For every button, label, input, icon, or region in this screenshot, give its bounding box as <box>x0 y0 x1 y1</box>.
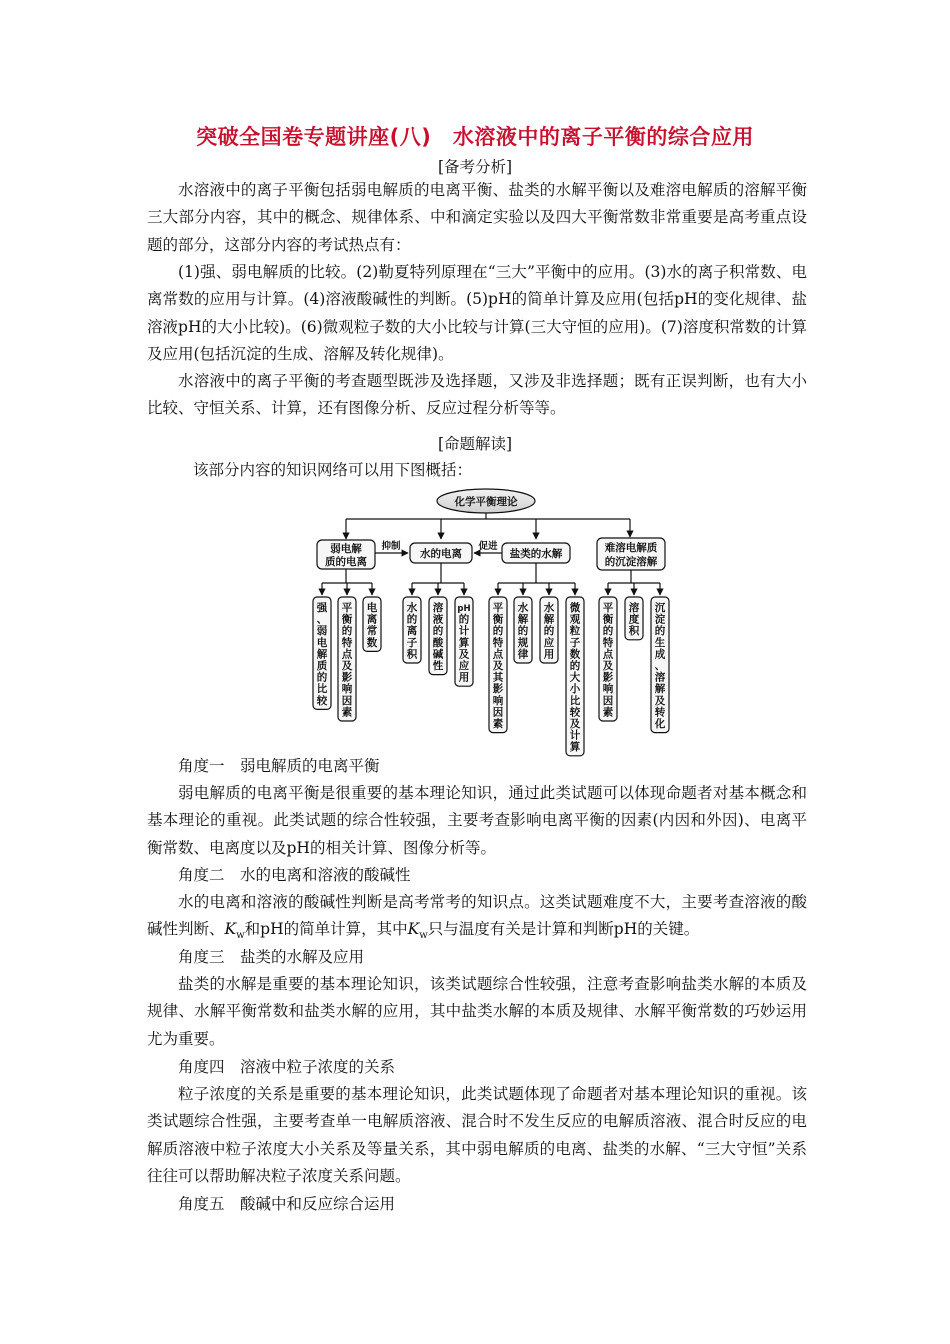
leaf-node-label: 平衡的特点及影响因素 <box>602 602 614 719</box>
arrow-inhibit-label: 抑制 <box>381 541 401 552</box>
paragraph-hotspots: (1)强、弱电解质的比较。(2)勒夏特列原理在“三大”平衡中的应用。(3)水的离子积常数、电离常数的应用与计算。(4)溶液酸碱性的判断。(5)pH的简单计算及应用(包括pH的变化规律、盐溶液pH的大小比较)。(6)微观粒子数的大小比较与计算(三大守恒的应用)。(7)溶度积常数的计算及应用(包括沉淀的生成、溶解及转化规律)。 <box>147 263 807 363</box>
leaf-node-label: pH 的计算及应用 <box>457 604 471 684</box>
node-insoluble-line1: 难溶电解质 <box>604 542 658 554</box>
leaf-node-label: 平衡的特点及影响因素 <box>341 602 353 719</box>
arrow-promote-label: 促进 <box>478 541 498 552</box>
section-heading-analysis: [备考分析] <box>437 158 513 176</box>
angle-4-heading: 角度四 溶液中粒子浓度的关系 <box>178 1058 396 1076</box>
angle-4-paragraph: 粒子浓度的关系是重要的基本理论知识，此类试题体现了命题者对基本理论知识的重视。该类试题综合性强，主要考查单一电解质溶液、混合时不发生反应的电解质溶液、混合时反应的电解质溶液中粒子浓度大小关系及等量关系，其中弱电解质的电离、盐类的水解、“三大守恒”关系往往可以帮助解决粒子浓度关系问题。 <box>147 1085 807 1185</box>
leaf-node-label: 强、弱电解质的比较 <box>316 602 328 707</box>
angle-2-text-b: 和pH的简单计算，其中 <box>244 920 408 939</box>
kw-subscript-2: w <box>419 930 428 942</box>
section-heading-interpretation: [命题解读] <box>437 435 513 453</box>
leaf-node-label: 电离常数 <box>366 602 378 649</box>
leaf-node-label: 平衡的特点及其影响因素 <box>492 602 504 730</box>
angle-5-heading: 角度五 酸碱中和反应综合运用 <box>178 1195 396 1213</box>
angle-1-heading: 角度一 弱电解质的电离平衡 <box>178 757 380 775</box>
angle-3-heading: 角度三 盐类的水解及应用 <box>178 948 365 966</box>
kw-subscript: w <box>236 930 245 942</box>
node-salt-hydrolysis-label: 盐类的水解 <box>509 548 563 560</box>
angle-3-paragraph: 盐类的水解是重要的基本理论知识，该类试题综合性较强，注意考查影响盐类水解的本质及规律、水解平衡常数和盐类水解的应用，其中盐类水解的本质及规律、水解平衡常数的巧妙运用尤为重要。 <box>147 975 807 1048</box>
angle-2-paragraph <box>147 889 807 950</box>
kw-symbol: K <box>224 920 237 939</box>
angle-2-heading: 角度二 水的电离和溶液的酸碱性 <box>178 866 411 884</box>
angle-2-text-a: 水的电离和溶液的酸碱性判断是高考常考的知识点。这类试题难度不大，主要考查溶液的酸碱性判断、 <box>147 893 807 939</box>
leaf-node-label: 溶度积 <box>628 602 640 638</box>
leaf-node-label: 微观粒子数的大小比较及计算 <box>569 602 581 754</box>
root-node-label: 化学平衡理论 <box>454 496 518 508</box>
leaf-node-label: 水的离子积 <box>406 602 418 661</box>
paragraph-intro: 水溶液中的离子平衡包括弱电解质的电离平衡、盐类的水解平衡以及难溶电解质的溶解平衡三大部分内容，其中的概念、规律体系、中和滴定实验以及四大平衡常数非常重要是高考重点设题的部分，这部分内容的考试热点有： <box>147 181 807 254</box>
node-weak-electrolyte-line1: 弱电解 <box>330 543 362 555</box>
kw-symbol-2: K <box>407 920 420 939</box>
node-insoluble-line2: 的沉淀溶解 <box>604 556 658 568</box>
leaf-node-label: 溶液的酸碱性 <box>432 602 444 672</box>
diagram-intro: 该部分内容的知识网络可以用下图概括： <box>193 461 473 479</box>
page-title: 突破全国卷专题讲座(八) 水溶液中的离子平衡的综合应用 <box>196 125 754 149</box>
angle-1-paragraph: 弱电解质的电离平衡是很重要的基本理论知识，通过此类试题可以体现命题者对基本概念和基本理论的重视。此类试题的综合性较强，主要考查影响电离平衡的因素(内因和外因)、电离平衡常数、电离度以及pH的相关计算、图像分析等。 <box>147 784 807 857</box>
leaf-node-label: 水解的规律 <box>517 602 529 661</box>
leaf-node-label: 沉淀的生成、溶解及转化 <box>654 602 666 730</box>
node-water-ionization-label: 水的电离 <box>420 548 462 560</box>
node-weak-electrolyte-line2: 质的电离 <box>325 556 367 568</box>
paragraph-question-types: 水溶液中的离子平衡的考查题型既涉及选择题，又涉及非选择题；既有正误判断，也有大小比较、守恒关系、计算，还有图像分析、反应过程分析等等。 <box>147 372 807 418</box>
leaf-nodes <box>313 597 669 756</box>
leaf-node-label: 水解的应用 <box>543 602 555 661</box>
angle-2-text-c: 只与温度有关是计算和判断pH的关键。 <box>427 920 700 939</box>
